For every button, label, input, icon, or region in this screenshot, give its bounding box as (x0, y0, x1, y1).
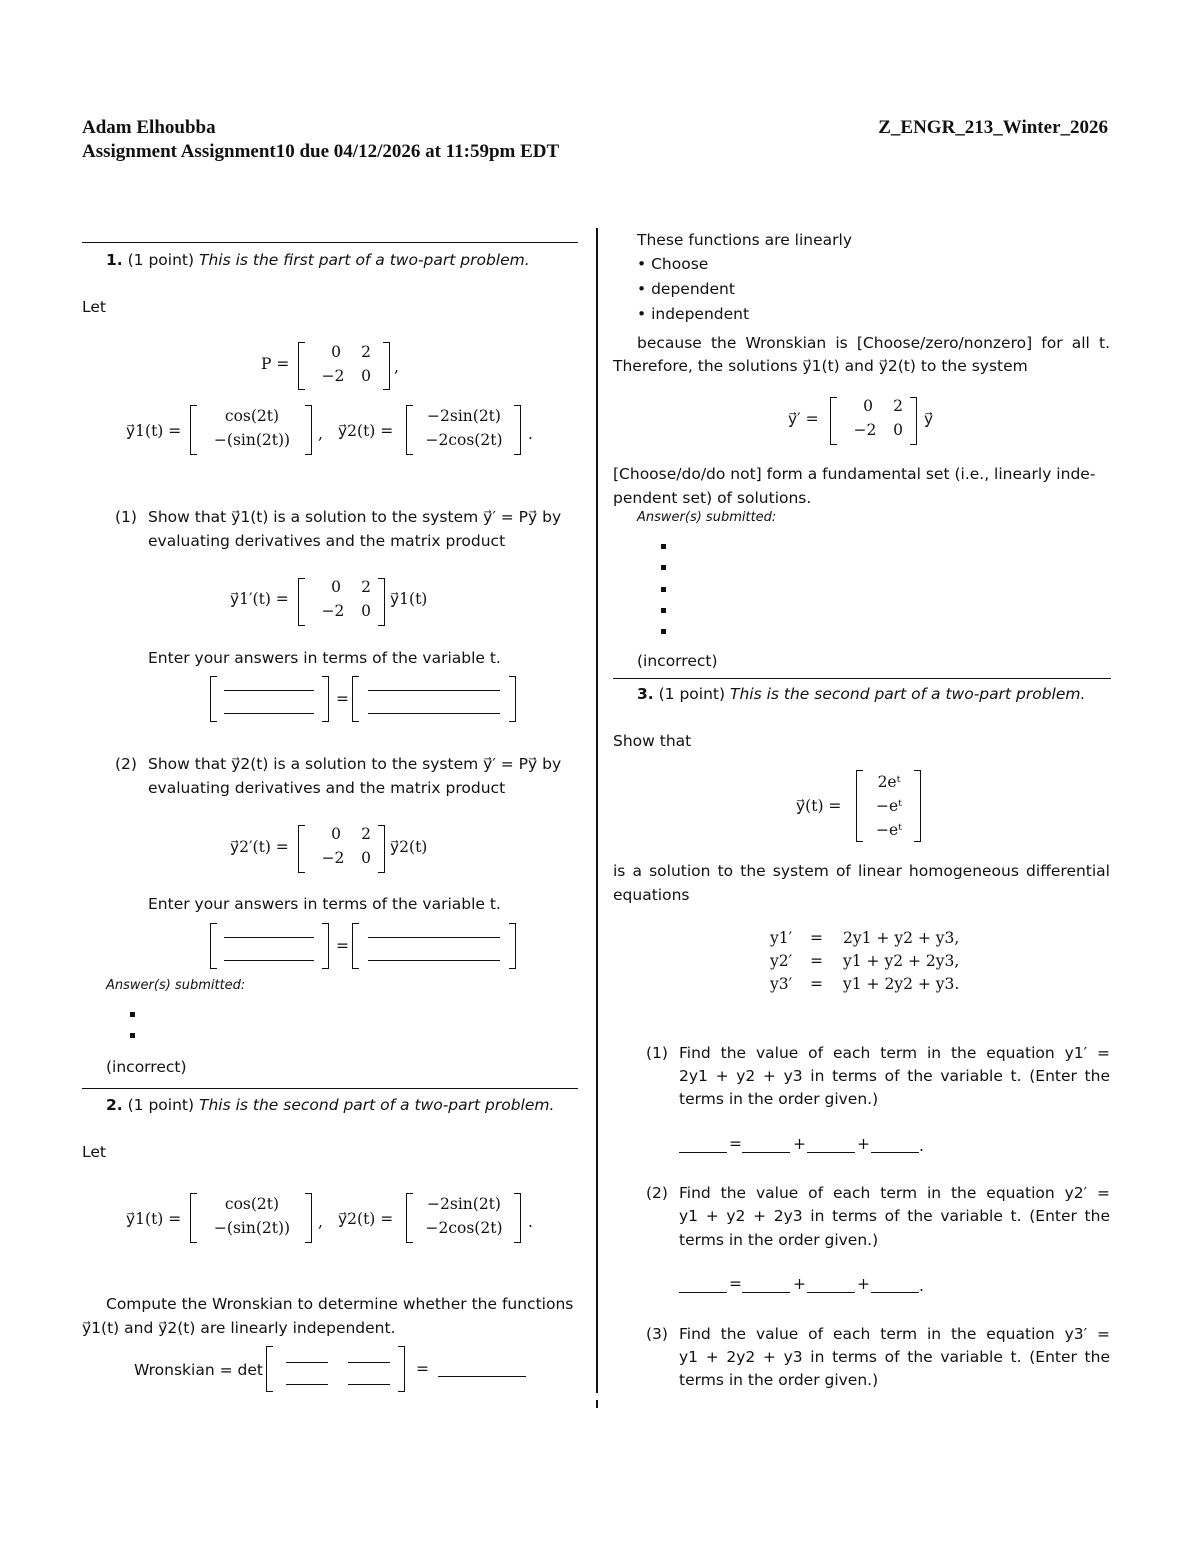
matrix-left-bracket (190, 1193, 197, 1243)
part-text: Find the value of each term in the equation y2′ = (679, 1184, 1110, 1202)
eq-right: y⃗1(t) (390, 590, 428, 608)
answer-bullet (661, 629, 666, 634)
p-label: P = (261, 355, 290, 373)
y2-entry: −2sin(2t) (427, 1195, 501, 1213)
option-item: • dependent (637, 280, 735, 298)
problem-points: (1 point) (127, 1096, 195, 1114)
problem-1-heading (106, 248, 530, 272)
problem-number: 3. (637, 685, 654, 703)
answer-blank[interactable] (438, 1376, 526, 1377)
matrix-left-bracket (856, 770, 863, 842)
part-text: y1 + 2y2 + y3 in terms of the variable t. (Enter the (679, 1348, 1110, 1366)
part-number: (2) (646, 1184, 668, 1202)
matrix-cell: 0 (361, 849, 371, 867)
period: . (528, 425, 533, 443)
answer-blank[interactable] (368, 960, 500, 961)
matrix-left-bracket (352, 923, 359, 969)
plus-sign: + (857, 1135, 870, 1153)
matrix-right-bracket (514, 405, 521, 455)
matrix-cell: 0 (331, 825, 341, 843)
answer-bullet (130, 1033, 135, 1038)
y1-entry: −(sin(2t)) (213, 431, 291, 449)
system-lhs: y2′ (770, 952, 793, 970)
answer-blank[interactable] (871, 1292, 919, 1293)
y-entry: −eᵗ (876, 797, 902, 815)
matrix-cell: 0 (361, 602, 371, 620)
status-incorrect: (incorrect) (637, 652, 718, 670)
problem-points: (1 point) (127, 251, 195, 269)
period: . (919, 1277, 924, 1295)
answer-bullet (661, 565, 666, 570)
period: . (919, 1137, 924, 1155)
problem-separator (82, 242, 578, 243)
problem-number: 2. (106, 1096, 123, 1114)
matrix-cell: 0 (331, 578, 341, 596)
answer-blank[interactable] (224, 713, 314, 714)
comma: , (318, 425, 323, 443)
part-number: (3) (646, 1325, 668, 1343)
system-rhs: 2y1 + y2 + y3, (843, 929, 960, 947)
show-that: Show that (613, 732, 692, 750)
answers-submitted-label: Answer(s) submitted: (637, 510, 777, 525)
matrix-right-bracket (305, 1193, 312, 1243)
answer-blank[interactable] (807, 1292, 855, 1293)
let-label: Let (82, 1143, 106, 1161)
compute-text: Compute the Wronskian to determine whether the functions (106, 1295, 574, 1313)
course-name: Z_ENGR_213_Winter_2026 (878, 117, 1108, 138)
option-item: • independent (637, 305, 750, 323)
system-rhs: y1 + 2y2 + y3. (843, 975, 960, 993)
part-number: (1) (646, 1044, 668, 1062)
because-text: Therefore, the solutions y⃗1(t) and y⃗2(t) to the system (613, 357, 1028, 375)
part-text: terms in the order given.) (679, 1231, 879, 1249)
form-text: [Choose/do/do not] form a fundamental set (i.e., linearly inde- (613, 465, 1096, 483)
problem-number: 1. (106, 251, 123, 269)
matrix-right-bracket (398, 1346, 405, 1392)
part-text: y1 + y2 + 2y3 in terms of the variable t. (Enter the (679, 1207, 1110, 1225)
matrix-right-bracket (509, 923, 516, 969)
eq-right: y⃗2(t) (390, 838, 428, 856)
y1-entry: cos(2t) (224, 1195, 280, 1213)
answer-blank[interactable] (348, 1362, 390, 1363)
option-label: independent (651, 305, 750, 323)
answer-blank[interactable] (224, 690, 314, 691)
problem-intro: This is the first part of a two-part problem. (198, 251, 530, 269)
matrix-right-bracket (514, 1193, 521, 1243)
part-text: 2y1 + y2 + y3 in terms of the variable t. (Enter the (679, 1067, 1110, 1085)
option-label: Choose (651, 255, 709, 273)
answer-blank[interactable] (871, 1152, 919, 1153)
matrix-cell: 2 (893, 397, 903, 415)
part-number: (1) (115, 508, 137, 526)
matrix-left-bracket (190, 405, 197, 455)
part-text: evaluating derivatives and the matrix product (148, 779, 506, 797)
because-text: because the Wronskian is [Choose/zero/nonzero] for all t. (637, 334, 1110, 352)
eq-left: y⃗1′(t) = (230, 590, 289, 608)
y2-label: y⃗2(t) = (338, 1210, 394, 1228)
matrix-left-bracket (298, 342, 305, 390)
form-text: pendent set) of solutions. (613, 489, 812, 507)
p-matrix-cell: 2 (361, 343, 371, 361)
option-label: dependent (651, 280, 735, 298)
matrix-left-bracket (298, 825, 305, 873)
compute-text: y⃗1(t) and y⃗2(t) are linearly independent. (82, 1319, 396, 1337)
plus-sign: + (857, 1275, 870, 1293)
answer-blank[interactable] (368, 937, 500, 938)
column-divider (596, 228, 598, 1393)
y1-label: y⃗1(t) = (126, 422, 182, 440)
enter-instructions: Enter your answers in terms of the variable t. (148, 895, 501, 913)
matrix-left-bracket (210, 676, 217, 722)
matrix-cell: 2 (361, 578, 371, 596)
let-label: Let (82, 298, 106, 316)
part-text: evaluating derivatives and the matrix product (148, 532, 506, 550)
matrix-right-bracket (378, 578, 385, 626)
system-eq: = (810, 952, 823, 970)
matrix-right-bracket (509, 676, 516, 722)
matrix-cell: 0 (893, 421, 903, 439)
problem-intro: This is the second part of a two-part problem. (198, 1096, 555, 1114)
p-matrix-cell: 0 (361, 367, 371, 385)
matrix-right-bracket (322, 923, 329, 969)
eq-left: y⃗2′(t) = (230, 838, 289, 856)
y2-entry: −2cos(2t) (425, 1219, 503, 1237)
student-name: Adam Elhoubba (82, 117, 216, 138)
is-solution-text: equations (613, 886, 690, 904)
part-text: terms in the order given.) (679, 1090, 879, 1108)
system-rhs: y1 + y2 + 2y3, (843, 952, 960, 970)
answer-blank[interactable] (742, 1292, 790, 1293)
y-entry: −eᵗ (876, 821, 902, 839)
matrix-right-bracket (378, 825, 385, 873)
matrix-left-bracket (406, 1193, 413, 1243)
matrix-left-bracket (298, 578, 305, 626)
matrix-cell: −2 (853, 421, 877, 439)
enter-instructions: Enter your answers in terms of the variable t. (148, 649, 501, 667)
is-solution-text: is a solution to the system of linear homogeneous differential (613, 862, 1110, 880)
matrix-right-bracket (383, 342, 390, 390)
y1-label: y⃗1(t) = (126, 1210, 182, 1228)
problem-3-heading (637, 682, 1085, 706)
p-matrix-cell: 0 (331, 343, 341, 361)
period: . (528, 1213, 533, 1231)
equals-sign: = (336, 690, 349, 708)
matrix-left-bracket (352, 676, 359, 722)
matrix-cell: −2 (321, 602, 345, 620)
answer-blank[interactable] (368, 690, 500, 691)
matrix-right-bracket (305, 405, 312, 455)
problem-intro: This is the second part of a two-part problem. (729, 685, 1086, 703)
eq-sign: = (729, 1135, 742, 1153)
answer-bullet (661, 608, 666, 613)
equals-sign: = (336, 937, 349, 955)
matrix-cell: −2 (321, 849, 345, 867)
option-item: • Choose (637, 255, 709, 273)
y2-entry: −2cos(2t) (425, 431, 503, 449)
y2-entry: −2sin(2t) (427, 407, 501, 425)
plus-sign: + (793, 1275, 806, 1293)
comma: , (394, 358, 399, 376)
part-text: Find the value of each term in the equation y3′ = (679, 1325, 1110, 1343)
matrix-cell: 2 (361, 825, 371, 843)
equals-sign: = (416, 1360, 429, 1378)
comma: , (318, 1213, 323, 1231)
answers-submitted-label: Answer(s) submitted: (106, 978, 246, 993)
problem-points: (1 point) (658, 685, 726, 703)
answer-blank[interactable] (224, 937, 314, 938)
system-eq: = (810, 929, 823, 947)
problem-separator (82, 1088, 578, 1089)
p-matrix-cell: −2 (321, 367, 345, 385)
answer-blank[interactable] (807, 1152, 855, 1153)
matrix-left-bracket (266, 1346, 273, 1392)
answer-blank[interactable] (348, 1384, 390, 1385)
answer-bullet (130, 1012, 135, 1017)
matrix-left-bracket (210, 923, 217, 969)
eq-sign: = (729, 1275, 742, 1293)
answer-blank[interactable] (679, 1152, 727, 1153)
answer-blank[interactable] (286, 1362, 328, 1363)
y-entry: 2eᵗ (877, 773, 901, 791)
matrix-cell: 0 (863, 397, 873, 415)
sys-right: y⃗ (924, 410, 934, 428)
system-lhs: y1′ (770, 929, 793, 947)
answer-blank[interactable] (742, 1152, 790, 1153)
answer-bullet (661, 587, 666, 592)
problem-2-heading (106, 1093, 554, 1117)
y2-label: y⃗2(t) = (338, 422, 394, 440)
matrix-right-bracket (914, 770, 921, 842)
plus-sign: + (793, 1135, 806, 1153)
wronskian-label: Wronskian = det (134, 1361, 263, 1379)
assignment-title: Assignment Assignment10 due 04/12/2026 at 11:59pm EDT (82, 141, 560, 162)
answer-bullet (661, 544, 666, 549)
status-incorrect: (incorrect) (106, 1058, 187, 1076)
part-text: Find the value of each term in the equation y1′ = (679, 1044, 1110, 1062)
system-lhs: y3′ (770, 975, 793, 993)
answer-blank[interactable] (286, 1384, 328, 1385)
part-number: (2) (115, 755, 137, 773)
matrix-left-bracket (830, 397, 837, 445)
y1-entry: −(sin(2t)) (213, 1219, 291, 1237)
column-divider-tick (596, 1400, 598, 1408)
answer-blank[interactable] (224, 960, 314, 961)
y-label: y⃗(t) = (796, 797, 842, 815)
part-text: terms in the order given.) (679, 1371, 879, 1389)
part-text: Show that y⃗1(t) is a solution to the system y⃗′ = Py⃗ by (148, 508, 562, 526)
sys-left: y⃗′ = (788, 410, 819, 428)
matrix-right-bracket (322, 676, 329, 722)
problem-separator (613, 678, 1111, 679)
continuation-text: These functions are linearly (637, 231, 853, 249)
answer-blank[interactable] (368, 713, 500, 714)
y1-entry: cos(2t) (224, 407, 280, 425)
part-text: Show that y⃗2(t) is a solution to the system y⃗′ = Py⃗ by (148, 755, 562, 773)
matrix-right-bracket (910, 397, 917, 445)
matrix-left-bracket (406, 405, 413, 455)
system-eq: = (810, 975, 823, 993)
answer-blank[interactable] (679, 1292, 727, 1293)
